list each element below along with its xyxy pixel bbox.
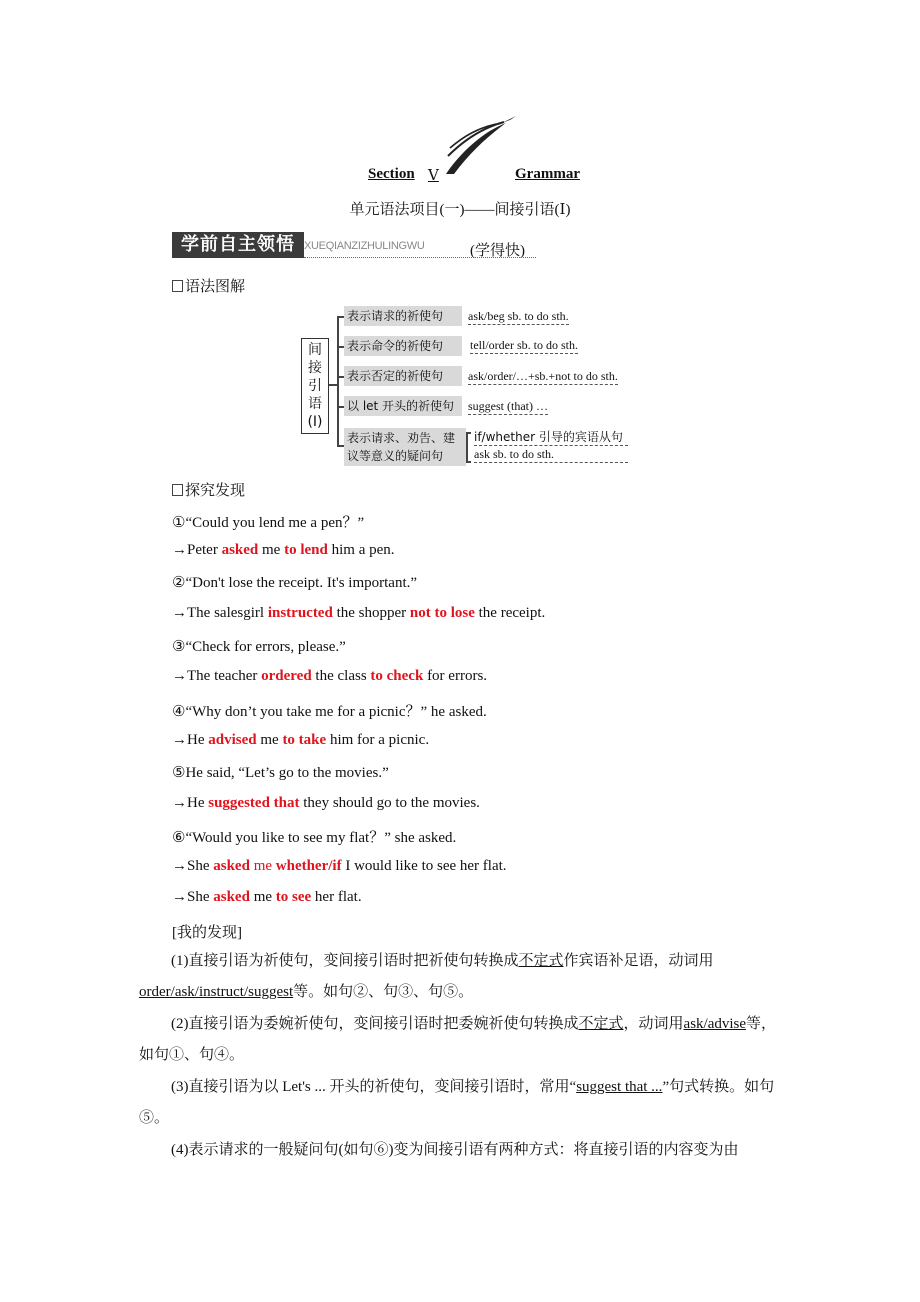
banner-label: 学前自主领悟: [172, 232, 304, 258]
example-conversion: →He suggested that they should go to the movies.: [172, 795, 480, 811]
example-conversion: →She asked me whether/if I would like to see her flat.: [172, 858, 507, 874]
section-label: Section: [368, 166, 415, 182]
diagram-category: 表示请求的祈使句: [344, 306, 462, 326]
diagram-tick: [466, 461, 471, 463]
finding-paragraph: (3)直接引语为以 Let's ... 开头的祈使句，变间接引语时，常用“suggest that ...”句式转换。如句⑤。: [139, 1079, 775, 1126]
diagram-tick: [337, 376, 344, 378]
page-subtitle: 单元语法项目(一)——间接引语(Ⅰ): [349, 202, 571, 218]
section-heading-diagram: [172, 275, 245, 296]
diagram-category: 以 let 开头的祈使句: [344, 396, 462, 416]
finding-paragraph: (2)直接引语为委婉祈使句，变间接引语时把委婉祈使句转换成不定式，动词用ask/advise等，如句①、句④。: [139, 1016, 777, 1063]
diagram-bracket: [337, 316, 339, 446]
diagram-tick: [337, 346, 344, 348]
example-conversion: →The salesgirl instructed the shopper not to lose the receipt.: [172, 605, 546, 621]
diagram-category-line: 议等意义的疑问句: [347, 449, 444, 463]
diagram-tick: [466, 432, 471, 434]
banner-tag: (学得快): [470, 243, 525, 259]
section-heading-text: 探究发现: [185, 483, 246, 499]
section-heading-text: 语法图解: [185, 279, 246, 295]
root-char: 接: [308, 360, 322, 376]
diagram-category: 表示否定的祈使句: [344, 366, 462, 386]
root-char: 引: [308, 378, 322, 394]
example-conversion: →The teacher ordered the class to check for errors.: [172, 668, 488, 684]
diagram-small-bracket: [466, 432, 468, 462]
diagram-pattern: ask sb. to do sth.: [474, 447, 628, 463]
example-sentence: ⑥“Would you like to see my flat？” she asked.: [172, 830, 457, 846]
diagram-pattern: ask/order/…+sb.+not to do sth.: [468, 369, 618, 383]
root-char: (Ⅰ): [307, 414, 323, 430]
example-sentence: ④“Why don’t you take me for a picnic？” he asked.: [172, 704, 487, 720]
diagram-pattern: suggest (that) …: [468, 399, 548, 413]
example-sentence: ②“Don't lose the receipt. It's important.”: [172, 575, 418, 591]
diagram-category: 表示命令的祈使句: [344, 336, 462, 356]
checkbox-square-icon: [172, 280, 183, 292]
root-char: 间: [308, 342, 322, 358]
section-heading-explore: [172, 479, 245, 500]
findings-heading: [我的发现]: [172, 925, 242, 941]
example-conversion: →He advised me to take him for a picnic.: [172, 732, 430, 748]
example-sentence: ①“Could you lend me a pen？”: [172, 515, 365, 531]
example-sentence: ③“Check for errors, please.”: [172, 639, 346, 655]
example-conversion: →Peter asked me to lend him a pen.: [172, 542, 395, 558]
example-sentence: ⑤He said, “Let’s go to the movies.”: [172, 765, 389, 781]
diagram-pattern: tell/order sb. to do sth.: [470, 338, 578, 352]
checkbox-square-icon: [172, 484, 183, 496]
finding-paragraph: (4)表示请求的一般疑问句(如句⑥)变为间接引语有两种方式：将直接引语的内容变为由: [171, 1142, 739, 1158]
diagram-tick: [337, 316, 344, 318]
root-char: 语: [308, 396, 322, 412]
diagram-tick: [337, 406, 344, 408]
diagram-pattern: ask/beg sb. to do sth.: [468, 309, 569, 323]
section-numeral: Ⅴ: [428, 168, 439, 184]
diagram-tick: [337, 445, 344, 447]
banner-divider: [304, 257, 536, 258]
diagram-category-line: 表示请求、劝告、建: [347, 431, 456, 445]
banner-pinyin: XUEQIANZIZHULINGWU: [304, 240, 425, 252]
finding-paragraph: (1)直接引语为祈使句，变间接引语时把祈使句转换成不定式作宾语补足语，动词用order/ask/instruct/suggest等。如句②、句③、句⑤。: [139, 953, 714, 1000]
diagram-pattern: if/whether 引导的宾语从句: [474, 428, 628, 446]
diagram-root: [301, 338, 329, 434]
diagram-connector: [329, 384, 337, 386]
section-title: [0, 166, 920, 190]
example-conversion: →She asked me to see her flat.: [172, 889, 362, 905]
grammar-label: Grammar: [515, 166, 580, 182]
diagram-category: [344, 428, 466, 466]
